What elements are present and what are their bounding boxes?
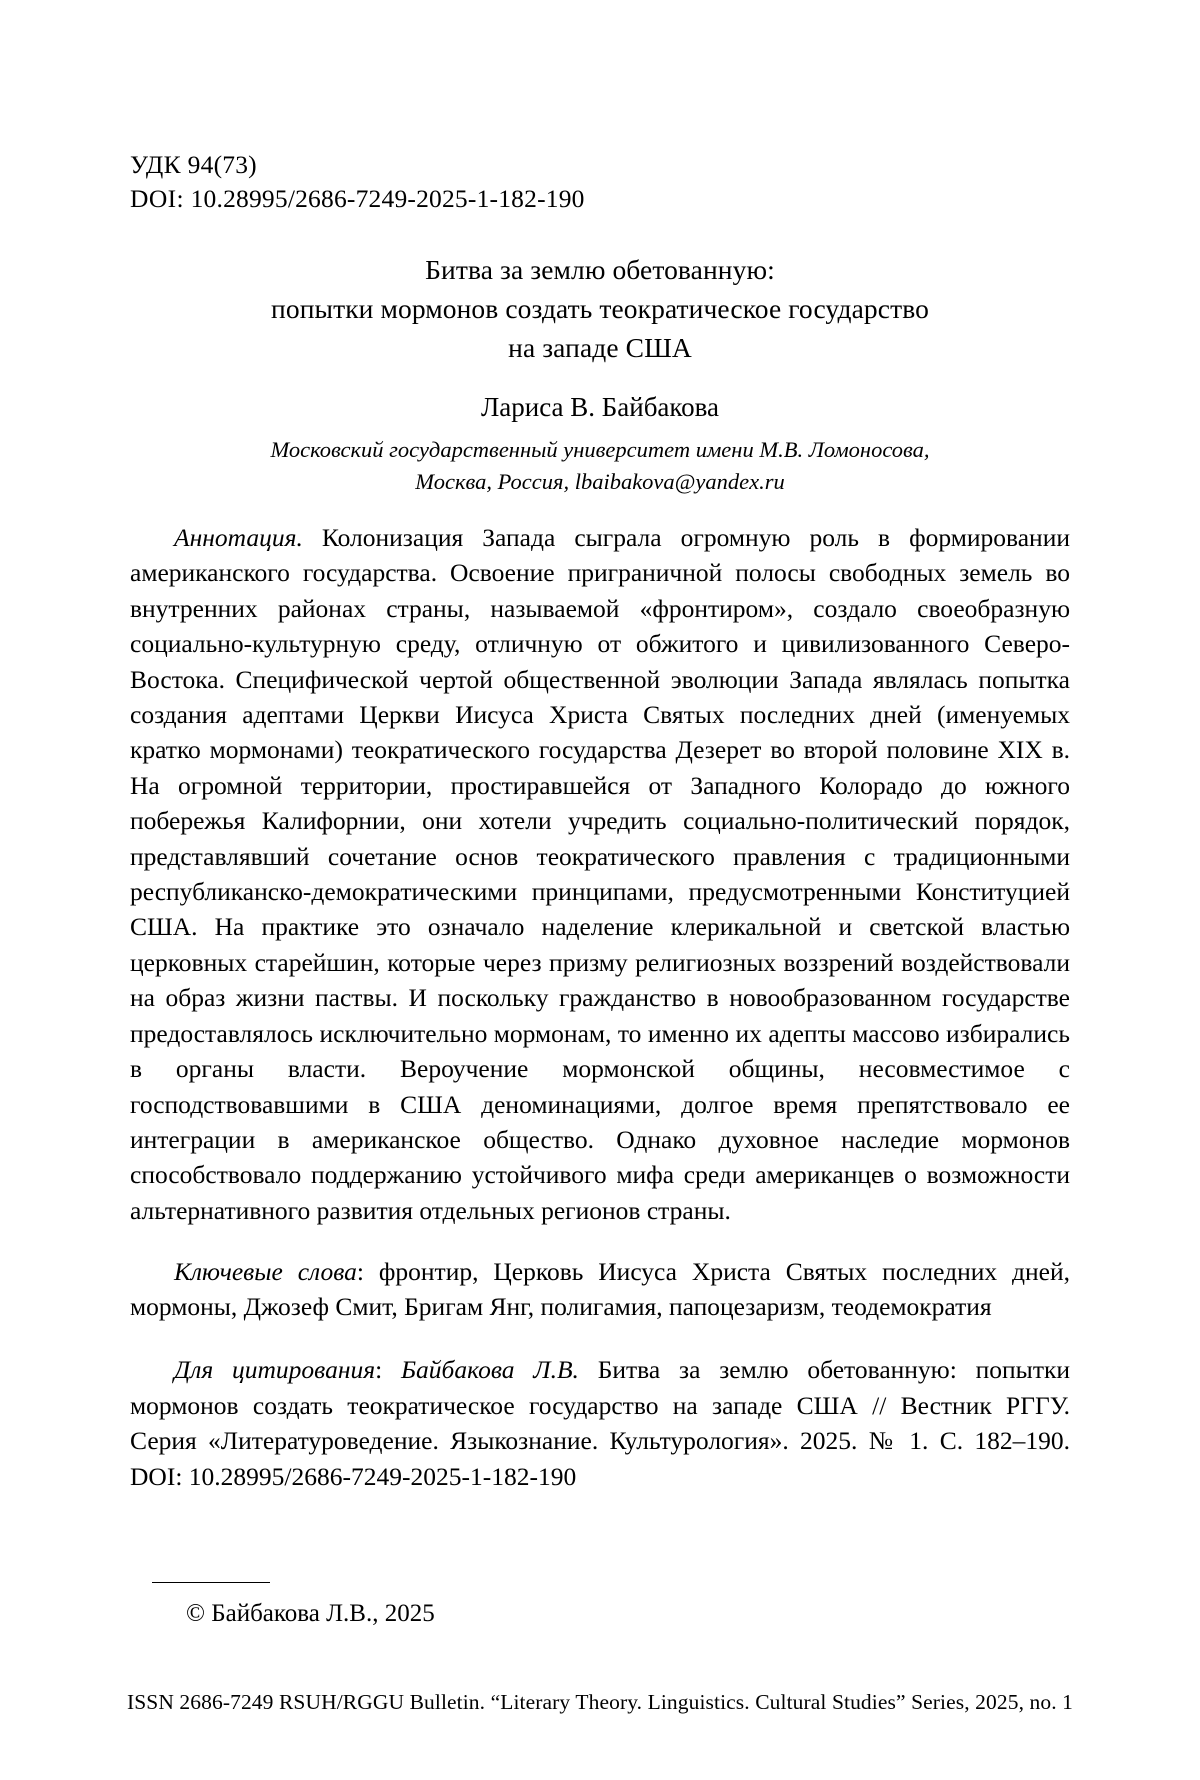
citation-author: Байбакова Л.В. (401, 1355, 579, 1385)
keywords-text: : фронтир, Церковь Иисуса Христа Святых последних дней, мормоны, Джозеф Смит, Бригам Янг, полигамия, папоцезаризм, теодемократия (130, 1256, 1071, 1322)
keywords-paragraph (130, 1254, 1070, 1325)
page-title (130, 250, 1070, 367)
abstract-paragraph (130, 520, 1070, 1228)
abstract-label: Аннотация. (174, 523, 303, 552)
author-affiliation (130, 434, 1070, 498)
citation-paragraph (130, 1352, 1070, 1494)
title-line-1: Битва за землю обетованную: (425, 254, 775, 285)
udk-value: 94(73) (187, 150, 257, 179)
affiliation-line-1: Московский государственный университет имени М.В. Ломоносова, (270, 437, 930, 462)
abstract-text: Колонизация Запада сыграла огромную роль в формировании американского государства. Освоение приграничной полосы свободных земель во внутренних районах страны, называемой «фронтиром», создало своеобразную социально-культурную среду, отличную от обжитого и цивилизованного Северо-Востока. Специфической чертой общественной эволюции Запада являлась попытка создания адептами Церкви Иисуса Христа Святых последних дней (именуемых кратко мормонами) теократического государства Дезерет во второй половине XIX в. На огромной территории, простиравшейся от Западного Колорадо до южного побережья Калифорнии, они хотели учредить социально-политический порядок, представлявший сочетание основ теократического правления с традиционными республиканско-демократическими принципами, предусмотренными Конституцией США. На практике это означало наделение клерикальной и светской властью церковных старейшин, которые через призму религиозных воззрений воздействовали на образ жизни паствы. И поскольку гражданство в новообразованном государстве предоставлялось исключительно мормонам, то именно их адепты массово избирались в органы власти. Вероучение мормонской общины, несовместимое с господствовавшими в США деноминациями, долгое время препятствовало ее интеграции в американское общество. Однако духовное наследие мормонов способствовало поддержанию устойчивого мифа среди американцев о возможности альтернативного развития отдельных регионов страны. (130, 523, 1070, 1225)
title-line-2: попытки мормонов создать теократическое государство (271, 293, 929, 324)
citation-text: Битва за землю обетованную: попытки мормонов создать теократическое государство на западе США // Вестник РГГУ. Серия «Литературоведение. Языкознание. Культурология». 2025. № 1. С. 182–190. DOI: 10.28995/2686-7249-2025-1-182-190 (130, 1355, 1070, 1491)
keywords-label: Ключевые слова (174, 1256, 357, 1286)
footnote-divider (152, 1582, 270, 1583)
doi-value: 10.28995/2686-7249-2025-1-182-190 (190, 184, 585, 213)
affiliation-line-2: Москва, Россия, lbaibakova@yandex.ru (415, 469, 785, 494)
doi-label: DOI: (130, 184, 185, 213)
page-footer (0, 1690, 1200, 1715)
doi-line (130, 182, 1070, 216)
author-name: Лариса В. Байбакова (480, 392, 720, 422)
citation-separator: : (375, 1355, 402, 1385)
copyright-line: © Байбакова Л.В., 2025 (186, 1600, 435, 1627)
citation-label: Для цитирования (174, 1355, 376, 1385)
footer-text: ISSN 2686-7249 RSUH/RGGU Bulletin. “Literary Theory. Linguistics. Cultural Studies” Series, 2025, no. 1 (126, 1690, 1074, 1714)
udk-label: УДК (130, 150, 182, 179)
title-line-3: на западе США (508, 332, 692, 363)
udk-line (130, 148, 1070, 182)
